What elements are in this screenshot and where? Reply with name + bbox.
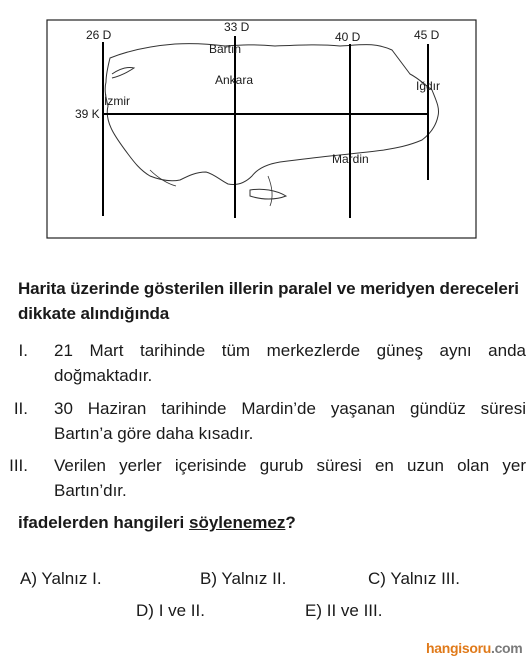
option-text: I ve II. [158, 601, 205, 620]
city-izmir: İzmir [104, 94, 130, 108]
option-letter: B) [200, 569, 217, 588]
option-text: Yalnız III. [390, 569, 460, 588]
statement-text: Verilen yerler içerisinde gurub süresi en uzun olan yer Bartın’dır. [54, 456, 526, 500]
statement-number: II. [13, 399, 28, 418]
option-a[interactable] [20, 568, 102, 590]
option-letter: D) [136, 601, 154, 620]
meridian-label-26: 26 D [86, 28, 112, 42]
question-stem: Harita üzerinde gösterilen illerin paralel ve meridyen dereceleri dikkate alındığında [18, 279, 519, 323]
statement-number: I. [18, 341, 28, 360]
cyprus [250, 189, 286, 199]
meridian-label-40: 40 D [335, 30, 361, 44]
option-c[interactable] [368, 568, 460, 590]
option-b[interactable] [200, 568, 286, 590]
city-mardin: Mardin [332, 152, 369, 166]
meridian-label-33: 33 D [224, 20, 250, 34]
statement-number: III. [9, 456, 28, 475]
city-bartin: Bartın [209, 42, 242, 56]
statement-1 [18, 338, 526, 388]
brand-name: hangisoru [426, 640, 491, 656]
option-d[interactable] [136, 600, 205, 622]
option-letter: E) [305, 601, 322, 620]
parallel-label-39: 39 K [75, 107, 100, 121]
option-letter: C) [368, 569, 386, 588]
brand-domain: .com [490, 640, 523, 656]
brand-logo [426, 640, 522, 656]
statement-3 [9, 453, 526, 503]
meridian-label-45: 45 D [414, 28, 440, 42]
option-letter: A) [20, 569, 37, 588]
city-ankara: Ankara [215, 73, 254, 87]
hatay [268, 176, 272, 206]
city-igdir: Iğdır [416, 79, 441, 93]
prompt-after: ? [285, 513, 296, 532]
statement-text: 30 Haziran tarihinde Mardin’de yaşanan gündüz süresi Bartın’a göre daha kısadır. [54, 399, 526, 443]
coast-detail [150, 170, 176, 186]
statement-text: 21 Mart tarihinde tüm merkezlerde güneş aynı anda doğmaktadır. [54, 341, 526, 385]
statement-2 [13, 396, 526, 446]
marmara [112, 67, 134, 78]
option-text: Yalnız II. [221, 569, 287, 588]
prompt-underlined: söylenemez [189, 513, 286, 532]
question-prompt [18, 510, 296, 535]
option-e[interactable] [305, 600, 382, 622]
prompt-before: ifadelerden hangileri [18, 513, 189, 532]
option-text: II ve III. [326, 601, 383, 620]
turkey-map [0, 0, 530, 240]
option-text: Yalnız I. [41, 569, 102, 588]
